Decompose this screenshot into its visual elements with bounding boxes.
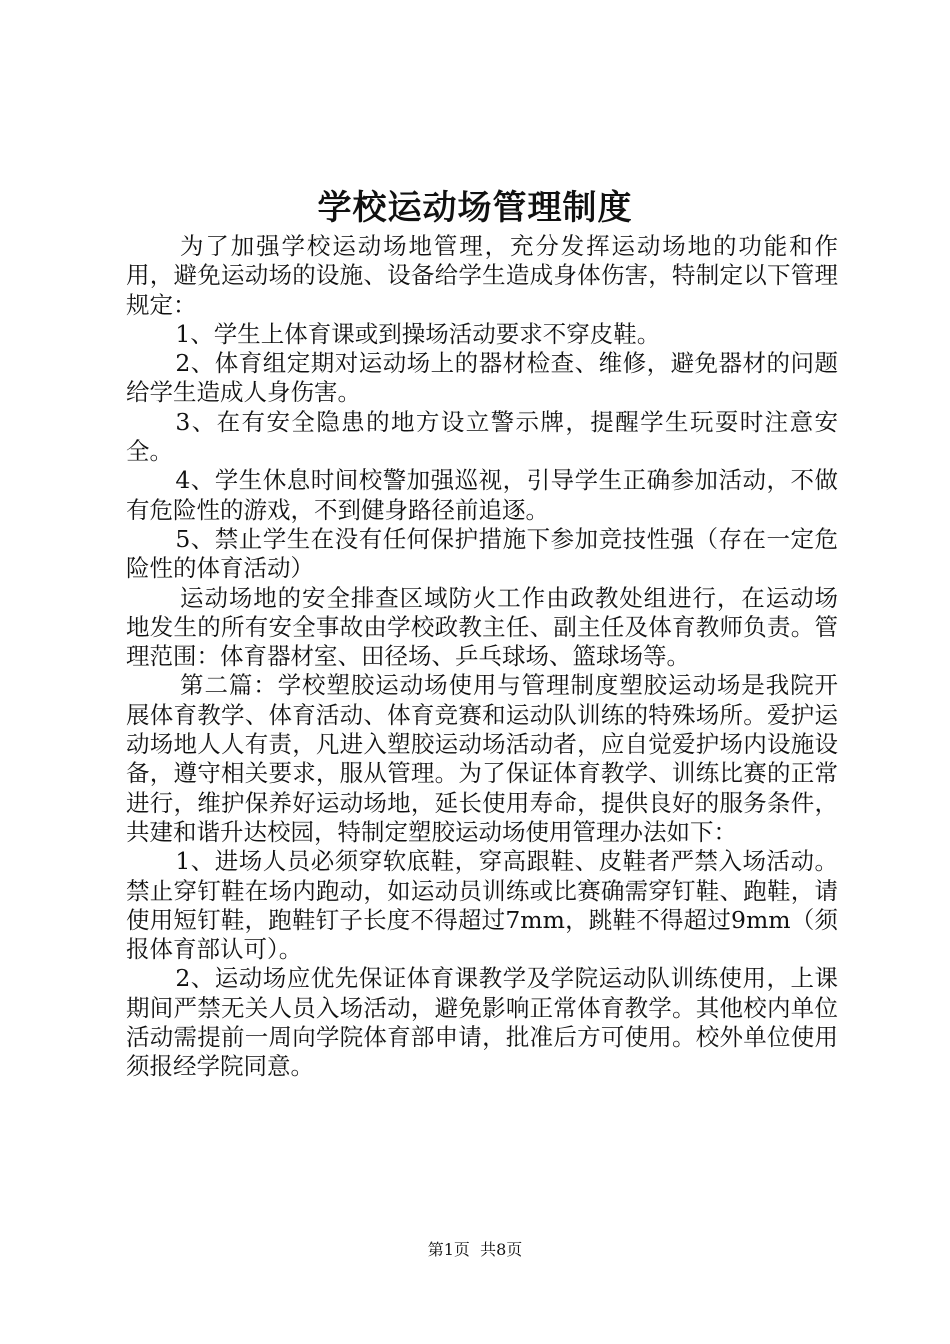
rule-5-paragraph: 5、禁止学生在没有任何保护措施下参加竞技性强（存在一定危险性的体育活动）: [126, 524, 838, 583]
document-body: [126, 232, 838, 1082]
page-number: 第1页: [427, 1240, 470, 1259]
rule-2-paragraph: 2、体育组定期对运动场上的器材检查、维修，避免器材的问题给学生造成人身伤害。: [126, 349, 838, 407]
intro-paragraph: 为了加强学校运动场地管理，充分发挥运动场地的功能和作用，避免运动场的设施、设备给学生造成身体伤害，特制定以下管理规定：: [126, 232, 838, 319]
second-article-paragraph: 第二篇：学校塑胶运动场使用与管理制度塑胶运动场是我院开展体育教学、体育活动、体育竞赛和运动队训练的特殊场所。爱护运动场地人人有责，凡进入塑胶运动场活动者，应自觉爱护场内设施设备，遵守相关要求，服从管理。为了保证体育教学、训练比赛的正常进行，维护保养好运动场地，延长使用寿命，提供良好的服务条件，共建和谐升达校园，特制定塑胶运动场使用管理办法如下：: [126, 671, 838, 846]
article-2-rule-2-paragraph: 2、运动场应优先保证体育课教学及学院运动队训练使用，上课期间严禁无关人员入场活动，避免影响正常体育教学。其他校内单位活动需提前一周向学院体育部申请，批准后方可使用。校外单位使用须报经学院同意。: [126, 964, 838, 1081]
page-footer: [0, 1238, 950, 1262]
page-total: 共8页: [480, 1240, 523, 1259]
responsibility-paragraph: 运动场地的安全排查区域防火工作由政教处组进行，在运动场地发生的所有安全事故由学校政教主任、副主任及体育教师负责。管理范围：体育器材室、田径场、乒乓球场、篮球场等。: [126, 583, 838, 671]
rule-1-paragraph: 1、学生上体育课或到操场活动要求不穿皮鞋。: [175, 319, 661, 348]
article-2-rule-1-paragraph: 1、进场人员必须穿软底鞋，穿高跟鞋、皮鞋者严禁入场活动。禁止穿钉鞋在场内跑动，如运动员训练或比赛确需穿钉鞋、跑鞋，请使用短钉鞋，跑鞋钉子长度不得超过7mm，跳鞋不得超过9mm（须报体育部认可）。: [126, 847, 838, 964]
rule-4-paragraph: 4、学生休息时间校警加强巡视，引导学生正确参加活动，不做有危险性的游戏，不到健身路径前追逐。: [126, 466, 838, 524]
rule-3-paragraph: 3、在有安全隐患的地方设立警示牌，提醒学生玩耍时注意安全。: [126, 407, 838, 466]
document-title: 学校运动场管理制度: [317, 188, 633, 228]
